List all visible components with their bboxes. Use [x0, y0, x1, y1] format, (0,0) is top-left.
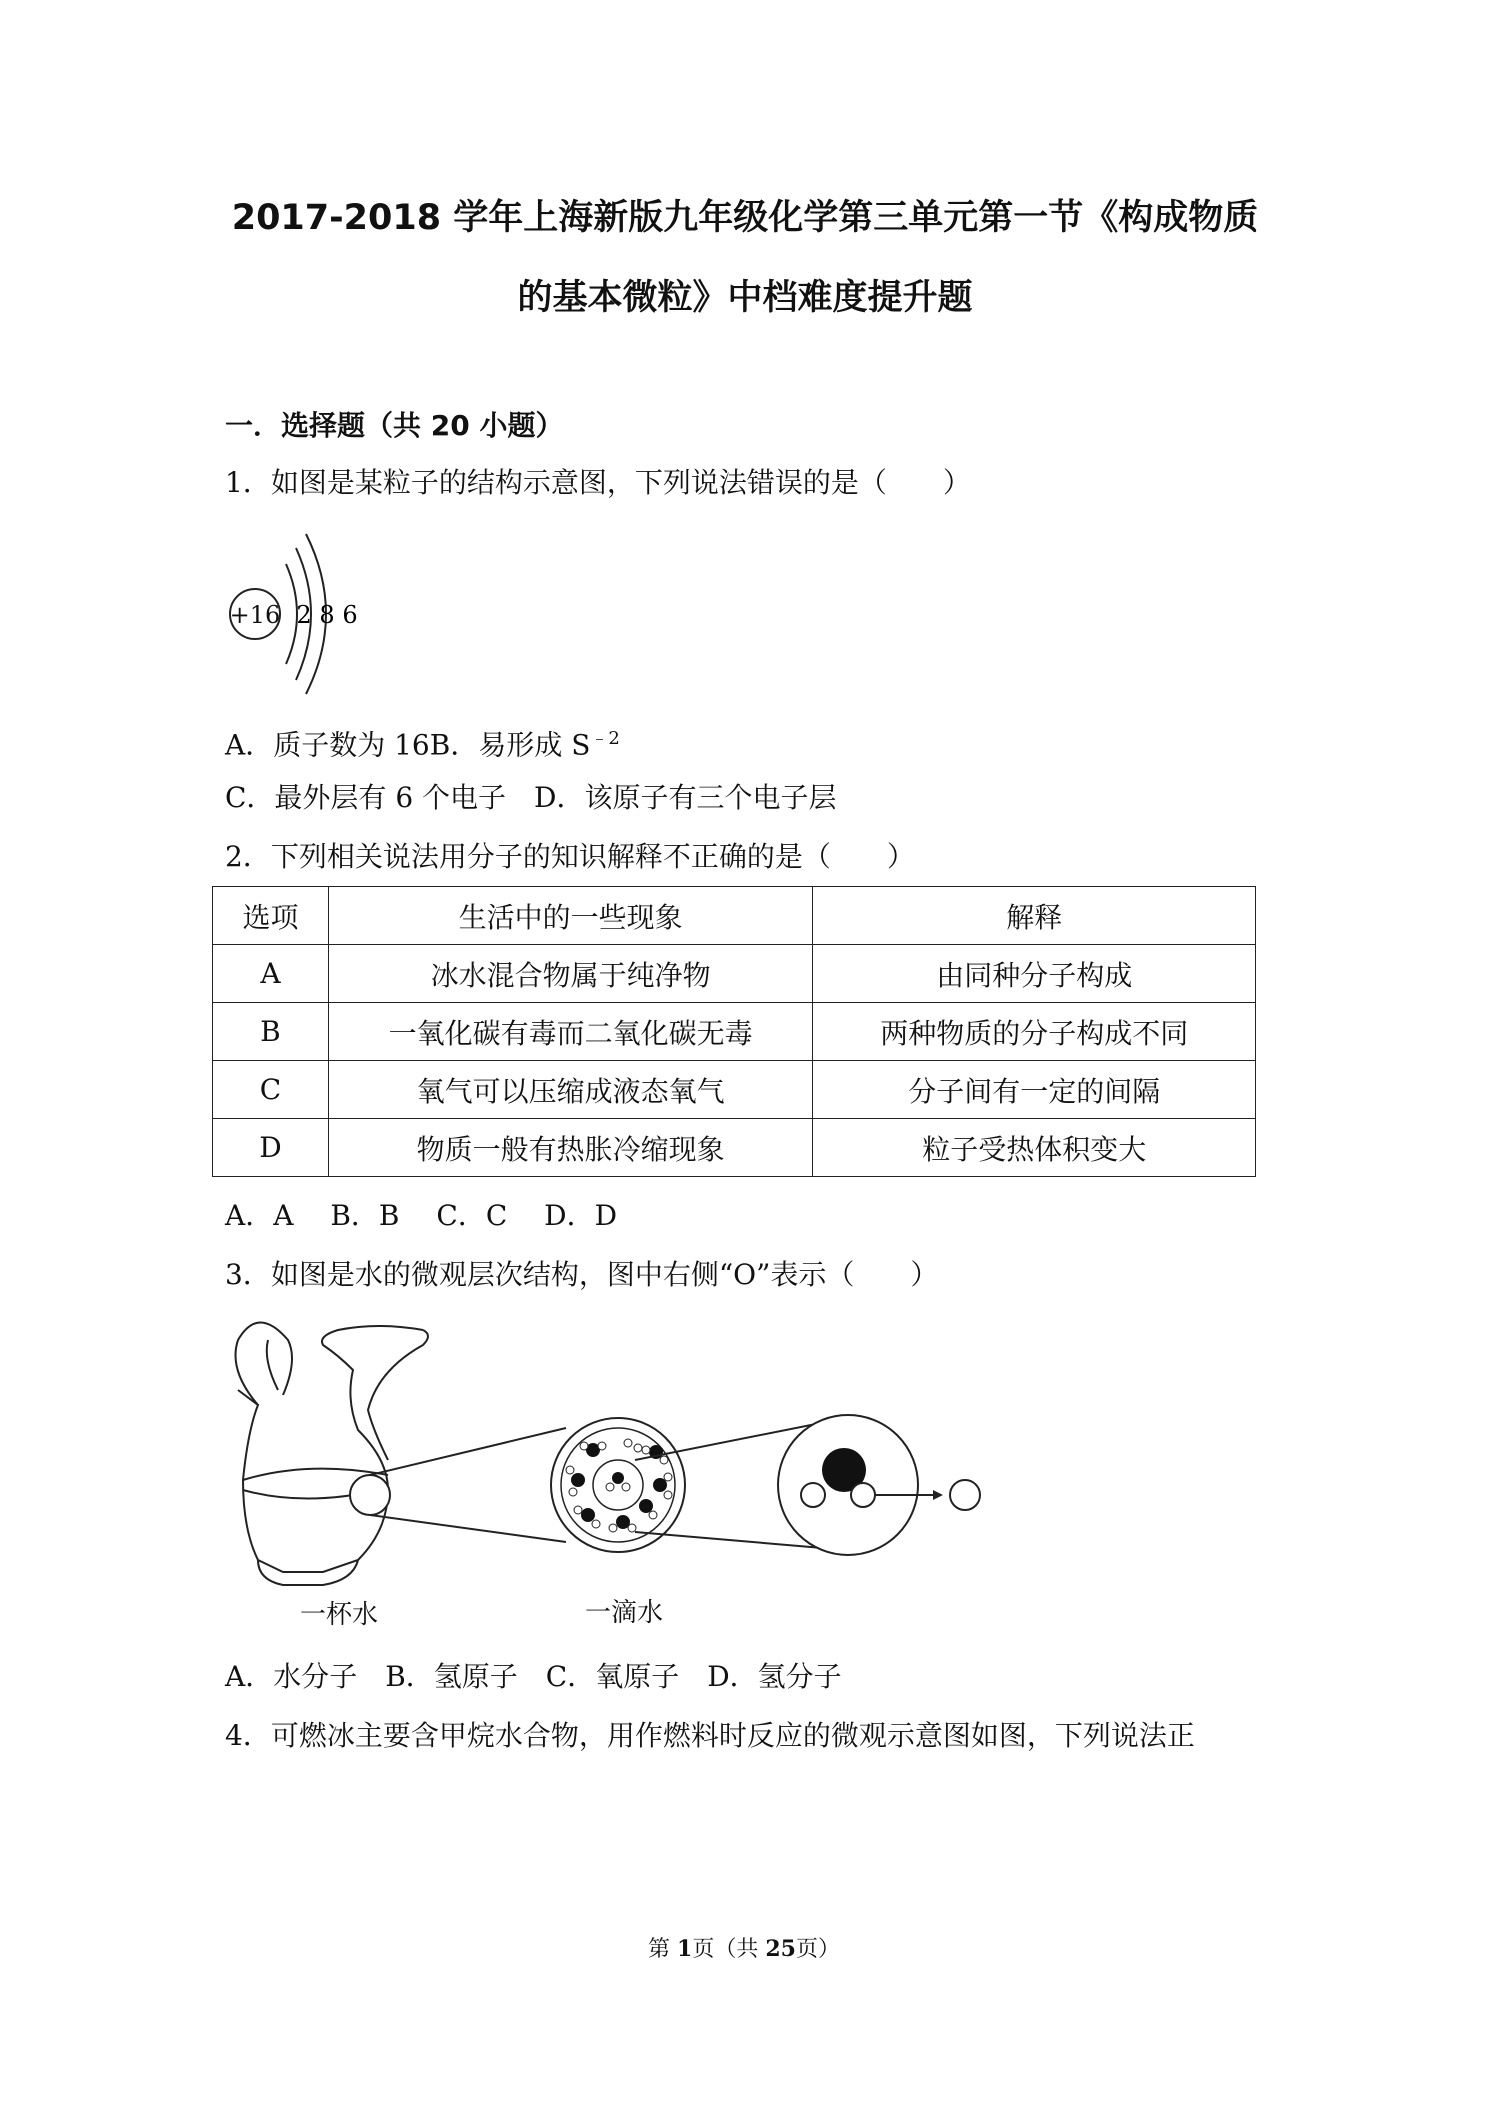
water-drop-circle	[551, 1418, 685, 1552]
q2-options: A．A B．B C．C D．D	[225, 1199, 618, 1232]
footer-total-pages: 25	[765, 1936, 796, 1962]
q2-stem: 2．下列相关说法用分子的知识解释不正确的是（ ）	[225, 840, 915, 873]
header-cell-phenomenon: 生活中的一些现象	[328, 887, 813, 945]
nucleus-charge: +16	[229, 601, 281, 629]
table-row	[213, 945, 1256, 1003]
footer-prefix: 第	[648, 1937, 678, 1962]
q3-options: A．水分子 B．氢原子 C．氧原子 D．氢分子	[225, 1660, 842, 1693]
table-cell: 由同种分子构成	[813, 945, 1256, 1003]
section-heading: 一．选择题（共 20 小题）	[225, 409, 564, 442]
table-cell: 分子间有一定的间隔	[813, 1061, 1256, 1119]
table-row	[213, 1061, 1256, 1119]
water-molecule-circle	[778, 1415, 980, 1555]
table-cell: 物质一般有热胀冷缩现象	[328, 1119, 813, 1177]
table-row	[213, 1003, 1256, 1061]
hydrogen-atom-left	[801, 1483, 825, 1507]
footer-page-number: 1	[677, 1936, 693, 1962]
shell-2-count: 8	[319, 601, 335, 629]
table-cell: D	[213, 1119, 329, 1177]
q1-options-line-2: C．最外层有 6 个电子 D．该原子有三个电子层	[225, 781, 837, 814]
q3-stem: 3．如图是水的微观层次结构，图中右侧“O”表示（ ）	[225, 1258, 939, 1291]
header-cell-option: 选项	[213, 887, 329, 945]
table-row	[213, 1119, 1256, 1177]
q4-stem: 4．可燃冰主要含甲烷水合物，用作燃料时反应的微观示意图如图，下列说法正	[225, 1719, 1195, 1752]
q1-option-b: B．易形成 S	[429, 728, 591, 762]
table-cell: 氧气可以压缩成液态氧气	[328, 1061, 813, 1119]
page-footer	[0, 1935, 1488, 1964]
magnifier-circle-1	[350, 1475, 390, 1515]
table-cell: 两种物质的分子构成不同	[813, 1003, 1256, 1061]
table-cell: C	[213, 1061, 329, 1119]
target-atom-circle	[950, 1480, 980, 1510]
q1-option-b-superscript: ﹣2	[590, 728, 620, 749]
q1-option-a: A．质子数为 16	[225, 728, 430, 762]
atom-structure-diagram	[228, 522, 368, 697]
q1-stem: 1．如图是某粒子的结构示意图，下列说法错误的是（ ）	[225, 466, 971, 499]
label-drop-of-water: 一滴水	[585, 1598, 664, 1628]
label-cup-of-water: 一杯水	[300, 1600, 379, 1630]
shell-3-count: 6	[342, 601, 358, 629]
table-cell: A	[213, 945, 329, 1003]
footer-suffix: 页）	[795, 1937, 840, 1962]
shell-1-count: 2	[296, 601, 312, 629]
q2-table	[212, 886, 1256, 1177]
q1-options-line-1	[225, 722, 620, 762]
footer-middle: 页（共	[692, 1937, 766, 1962]
table-cell: 冰水混合物属于纯净物	[328, 945, 813, 1003]
hydrogen-atom-right	[851, 1483, 875, 1507]
table-header-row	[213, 887, 1256, 945]
table-cell: 一氧化碳有毒而二氧化碳无毒	[328, 1003, 813, 1061]
pitcher-icon	[236, 1323, 429, 1586]
table-cell: B	[213, 1003, 329, 1061]
title-line-1: 2017-2018 学年上海新版九年级化学第三单元第一节《构成物质	[231, 198, 1259, 238]
title-line-2: 的基本微粒》中档难度提升题	[517, 278, 973, 318]
header-cell-explanation: 解释	[813, 887, 1256, 945]
table-cell: 粒子受热体积变大	[813, 1119, 1256, 1177]
